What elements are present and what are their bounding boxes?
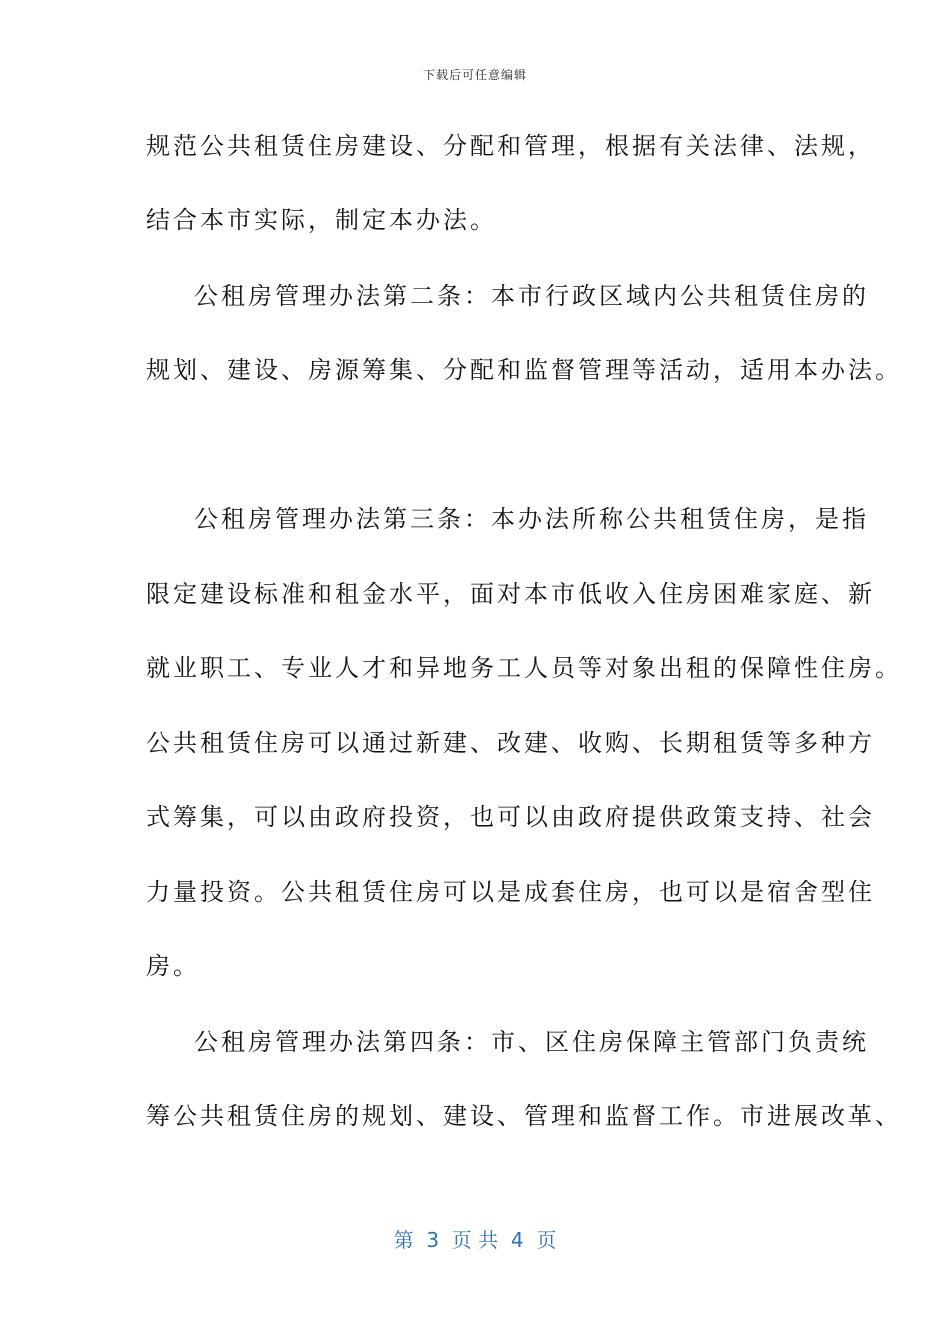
body-line: 筹公共租赁住房的规划、建设、管理和监督工作。市进展改革、 xyxy=(146,1102,902,1130)
article-4-start: 公租房管理办法第四条：市、区住房保障主管部门负责统 xyxy=(194,1028,869,1056)
article-2-start: 公租房管理办法第二条：本市行政区域内公共租赁住房的 xyxy=(194,282,869,310)
body-line: 限定建设标准和租金水平，面对本市低收入住房困难家庭、新 xyxy=(146,580,875,608)
article-3-start: 公租房管理办法第三条：本办法所称公共租赁住房，是指 xyxy=(194,505,869,533)
header-note: 下载后可任意编辑 xyxy=(422,68,527,82)
body-line: 公共租赁住房可以通过新建、改建、收购、长期租赁等多种方 xyxy=(146,729,875,757)
body-line: 规划、建设、房源筹集、分配和监督管理等活动，适用本办法。 xyxy=(146,356,902,384)
body-line: 规范公共租赁住房建设、分配和管理，根据有关法律、法规， xyxy=(146,132,875,160)
body-line: 就业职工、专业人才和异地务工人员等对象出租的保障性住房。 xyxy=(146,654,902,682)
page-number: 第 3 页 共 4 页 xyxy=(393,1228,557,1252)
body-line: 结合本市实际，制定本办法。 xyxy=(146,206,497,234)
body-line: 房。 xyxy=(146,952,200,980)
body-line: 力量投资。公共租赁住房可以是成套住房，也可以是宿舍型住 xyxy=(146,878,875,906)
body-line: 式筹集，可以由政府投资，也可以由政府提供政策支持、社会 xyxy=(146,803,875,831)
